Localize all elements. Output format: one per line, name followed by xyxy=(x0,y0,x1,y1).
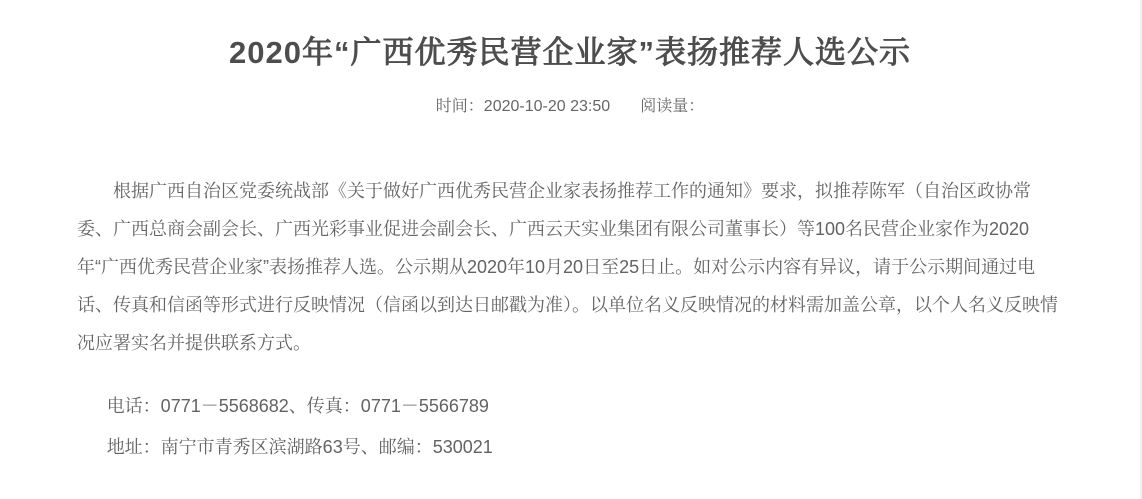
meta-time: 时间：2020-10-20 23:50 xyxy=(435,98,611,116)
meta-line xyxy=(77,97,1063,116)
contact-address-postcode: 地址：南宁市青秀区滨湖路63号、邮编：530021 xyxy=(106,437,493,458)
meta-views-label: 阅读量： xyxy=(640,98,705,116)
page-title: 2020年“广西优秀民营企业家”表扬推荐人选公示 xyxy=(229,35,911,70)
article-paragraph: 根据广西自治区党委统战部《关于做好广西优秀民营企业家表扬推荐工作的通知》要求，拟推荐陈军（自治区政协常委、广西总商会副会长、广西光彩事业促进会副会长、广西云天实业集团有限公司董事长）等100名民营企业家作为2020年“广西优秀民营企业家”表扬推荐人选。公示期从2020年10月20日至25日止。如对公示内容有异议，请于公示期间通过电话、传真和信函等形式进行反映情况（信函以到达日邮戳为准）。以单位名义反映情况的材料需加盖公章，以个人名义反映情况应署实名并提供联系方式。 xyxy=(77,181,1058,354)
contact-phone-fax: 电话：0771－5568682、传真：0771－5566789 xyxy=(106,396,489,417)
contact-block xyxy=(77,392,1063,461)
